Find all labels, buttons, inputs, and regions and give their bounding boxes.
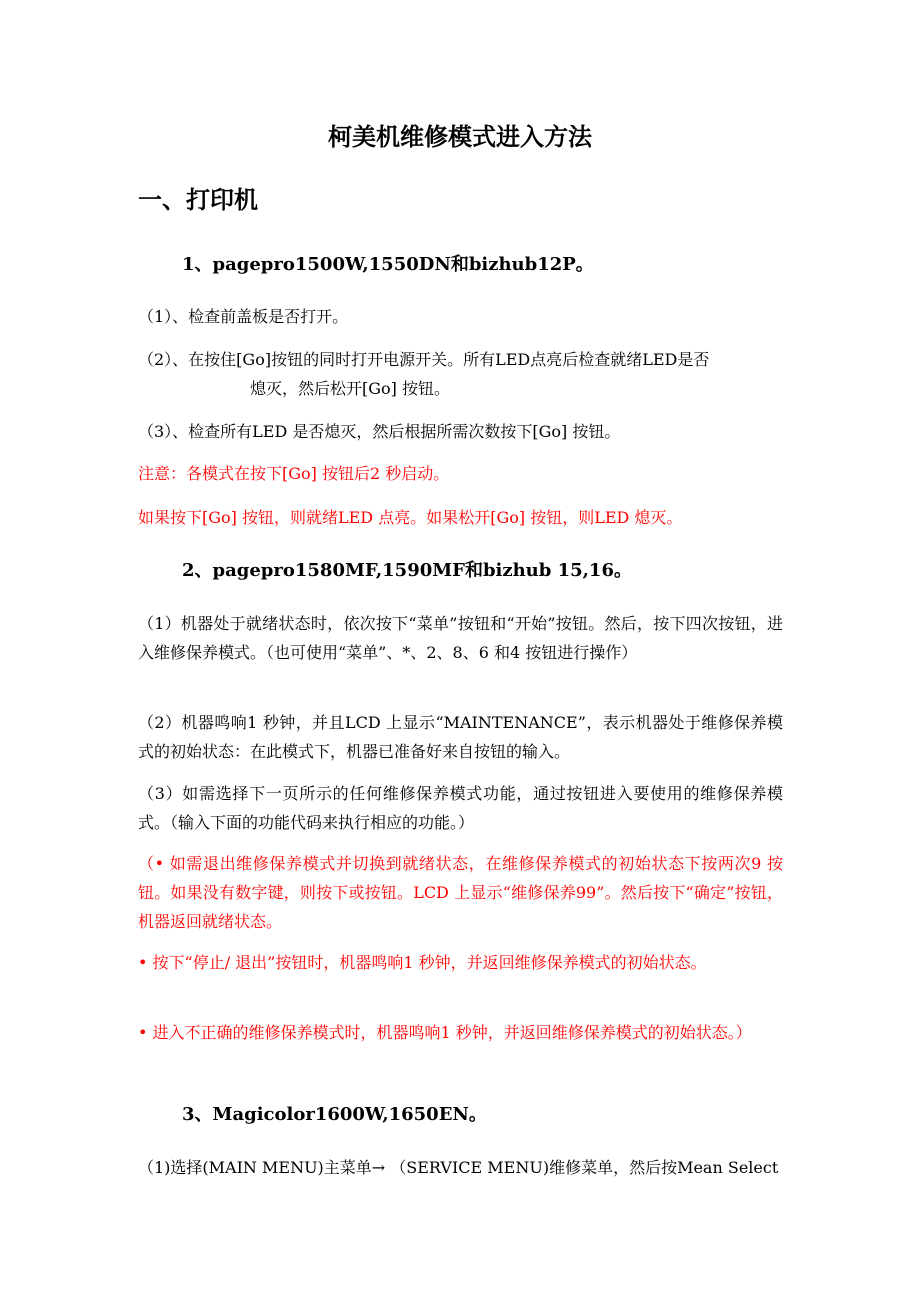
sub2-note-3: • 进入不正确的维修保养模式时，机器鸣响1 秒钟，并返回维修保养模式的初始状态。） [138, 1023, 752, 1042]
sub1-step-2-line-1: （2）、在按住[Go]按钮的同时打开电源开关。所有LED点亮后检查就绪LED是否 [138, 350, 710, 369]
sub1-step-2-line-2: 熄灭，然后松开[Go] 按钮。 [250, 379, 450, 398]
sub1-note-1: 注意：各模式在按下[Go] 按钮后2 秒启动。 [138, 464, 450, 483]
sub3-step-1: （1)选择(MAIN MENU)主菜单→ （SERVICE MENU)维修菜单，然后按Mean Select [138, 1158, 779, 1177]
document-title: 柯美机维修模式进入方法 [328, 122, 592, 151]
sub1-note-2: 如果按下[Go] 按钮，则就绪LED 点亮。如果松开[Go] 按钮，则LED 熄灭。 [138, 508, 683, 527]
sub2-step-1: （1）机器处于就绪状态时，依次按下“菜单”按钮和“开始”按钮。然后，按下四次按钮，进入维修保养模式。（也可使用“菜单”、*、2、8、6 和4 按钮进行操作） [138, 614, 783, 662]
subsection-heading-3: 3、Magicolor1600W,1650EN。 [182, 1104, 487, 1125]
sub1-step-2 [138, 345, 783, 403]
subsection-heading-2: 2、pagepro1580MF,1590MF和bizhub 15,16。 [182, 560, 632, 581]
section-heading-printer: 一、打印机 [138, 185, 258, 214]
sub2-note-2: • 按下“停止/ 退出”按钮时，机器鸣响1 秒钟，并返回维修保养模式的初始状态。 [138, 953, 707, 972]
subsection-heading-1: 1、pagepro1500W,1550DN和bizhub12P。 [182, 254, 594, 275]
sub1-step-1: （1）、检查前盖板是否打开。 [138, 307, 349, 326]
sub2-step-3: （3）如需选择下一页所示的任何维修保养模式功能，通过按钮进入要使用的维修保养模式。（输入下面的功能代码来执行相应的功能。） [138, 784, 783, 832]
sub1-step-3: （3）、检查所有LED 是否熄灭，然后根据所需次数按下[Go] 按钮。 [138, 422, 621, 441]
sub2-note-1: （• 如需退出维修保养模式并切换到就绪状态，在维修保养模式的初始状态下按两次9 按钮。如果没有数字键，则按下或按钮。LCD 上显示“维修保养99”。然后按下“确定”按钮，机器返回就绪状态。 [138, 854, 783, 931]
sub2-step-2: （2）机器鸣响1 秒钟，并且LCD 上显示“MAINTENANCE”，表示机器处于维修保养模式的初始状态：在此模式下，机器已准备好来自按钮的输入。 [138, 713, 783, 761]
